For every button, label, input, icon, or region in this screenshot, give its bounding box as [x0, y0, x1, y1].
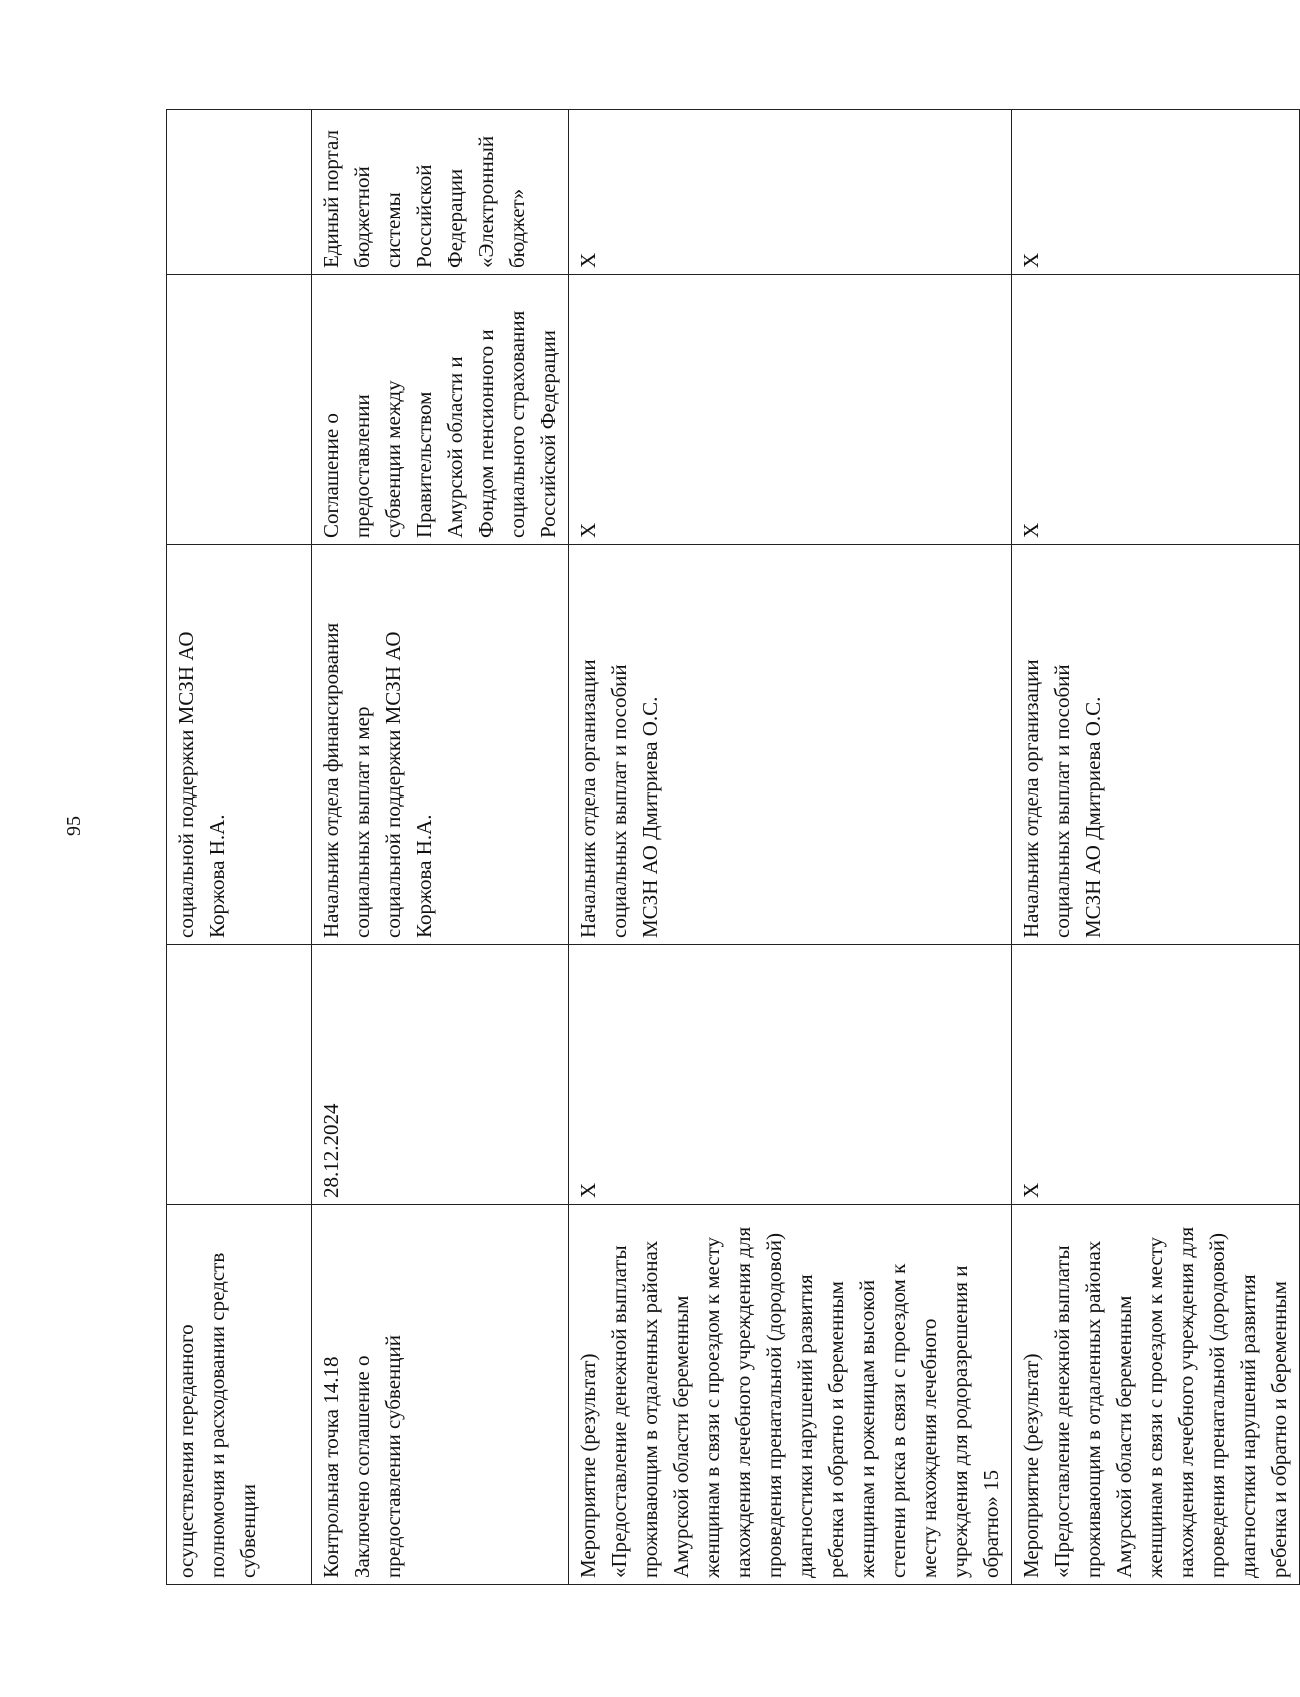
system-cell — [167, 110, 312, 275]
responsible-cell: Начальник отдела организации социальных выплат и пособий МСЗН АО Дмитриева О.С. — [569, 545, 1012, 945]
event-cell: осуществления переданного полномочия и расходовании средств субвенции — [167, 1205, 312, 1585]
document-cell: Соглашение о предоставлении субвенции между Правительством Амурской области и Фондом пенсионного и социального страхования Российской Федерации — [312, 275, 569, 545]
event-cell: Мероприятие (результат) «Предоставление денежной выплаты проживающим в отдаленных районах Амурской области беременным женщинам в связи с проездом к месту нахождения лечебного учреждения для проведения пренатальной (дородовой) диагностики нарушений развития ребенка и обратно и беременным женщинам и роженицам высокой степени риска в связи с проездом к месту нахождения лечебного учреждения для родоразрешения и обратно» 15 — [569, 1205, 1012, 1585]
table-row — [1012, 110, 1300, 1585]
responsible-cell: социальной поддержки МСЗН АО Коржова Н.А. — [167, 545, 312, 945]
responsible-cell: Начальник отдела организации социальных выплат и пособий МСЗН АО Дмитриева О.С. — [1012, 545, 1300, 945]
plan-table — [166, 109, 1300, 1585]
document-cell: Х — [1012, 275, 1300, 545]
table-row — [569, 110, 1012, 1585]
document-cell — [167, 275, 312, 545]
date-cell: Х — [569, 945, 1012, 1205]
event-cell: Контрольная точка 14.18 Заключено соглашение о предоставлении субвенций — [312, 1205, 569, 1585]
date-cell: 28.12.2024 — [312, 945, 569, 1205]
date-cell — [167, 945, 312, 1205]
responsible-cell: Начальник отдела финансирования социальных выплат и мер социальной поддержки МСЗН АО Коржова Н.А. — [312, 545, 569, 945]
document-cell: Х — [569, 275, 1012, 545]
table-row — [312, 110, 569, 1585]
event-cell: Мероприятие (результат) «Предоставление денежной выплаты проживающим в отдаленных районах Амурской области беременным женщинам в связи с проездом к месту нахождения лечебного учреждения для проведения пренатальной (дородовой) диагностики нарушений развития ребенка и обратно и беременным — [1012, 1205, 1300, 1585]
system-cell: Х — [569, 110, 1012, 275]
date-cell: Х — [1012, 945, 1300, 1205]
table-row — [167, 110, 312, 1585]
rotated-table-container — [166, 110, 1291, 1585]
system-cell: Х — [1012, 110, 1300, 275]
system-cell: Единый портал бюджетной системы Российской Федерации «Электронный бюджет» — [312, 110, 569, 275]
page-number: 95 — [63, 816, 85, 836]
